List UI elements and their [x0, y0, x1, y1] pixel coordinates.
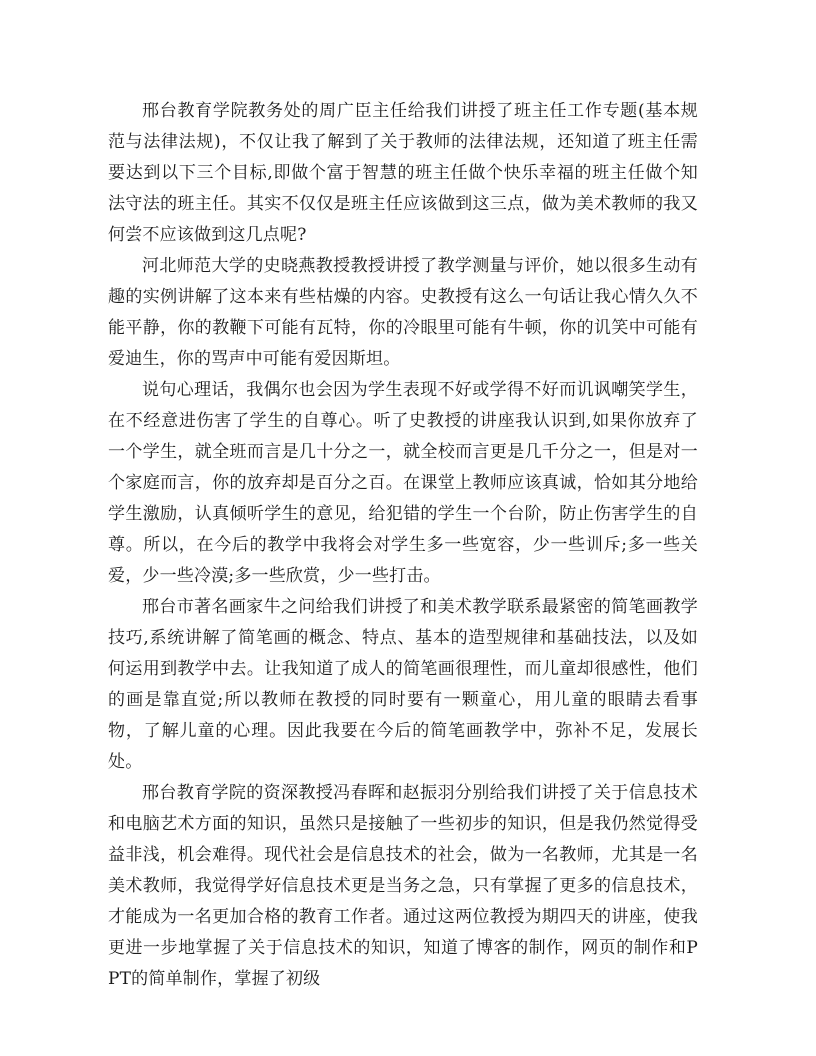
paragraph: 邢台教育学院教务处的周广臣主任给我们讲授了班主任工作专题(基本规范与法律法规)，不仅让我了解到了关于教师的法律法规，还知道了班主任需要达到以下三个目标,即做个富于智慧的班主任做个快乐幸福的班主任做个知法守法的班主任。其实不仅仅是班主任应该做到这三点，做为美术教师的我又何尝不应该做到这几点呢?	[108, 101, 698, 245]
paragraph: 说句心理话，我偶尔也会因为学生表现不好或学得不好而讥讽嘲笑学生，在不经意进伤害了学生的自尊心。听了史教授的讲座我认识到,如果你放弃了一个学生，就全班而言是几十分之一，就全校而言更是几千分之一，但是对一个家庭而言，你的放弃却是百分之百。在课堂上教师应该真诚，恰如其分地给学生激励，认真倾听学生的意见，给犯错的学生一个台阶，防止伤害学生的自尊。所以，在今后的教学中我将会对学生多一些宽容，少一些训斥;多一些关爱，少一些冷漠;多一些欣赏，少一些打击。	[108, 380, 698, 586]
document-body	[108, 96, 698, 995]
paragraph: 邢台教育学院的资深教授冯春晖和赵振羽分别给我们讲授了关于信息技术和电脑艺术方面的知识，虽然只是接触了一些初步的知识，但是我仍然觉得受益非浅，机会难得。现代社会是信息技术的社会，做为一名教师，尤其是一名美术教师，我觉得学好信息技术更是当务之急，只有掌握了更多的信息技术，才能成为一名更加合格的教育工作者。通过这两位教授为期四天的讲座，使我更进一步地掌握了关于信息技术的知识，知道了博客的制作，网页的制作和PPT的简单制作，掌握了初级	[108, 783, 698, 989]
paragraph: 河北师范大学的史晓燕教授教授讲授了教学测量与评价，她以很多生动有趣的实例讲解了这本来有些枯燥的内容。史教授有这么一句话让我心情久久不能平静，你的教鞭下可能有瓦特，你的冷眼里可能有牛顿，你的讥笑中可能有爱迪生，你的骂声中可能有爱因斯坦。	[108, 256, 698, 369]
paragraph: 邢台市著名画家牛之问给我们讲授了和美术教学联系最紧密的简笔画教学技巧,系统讲解了简笔画的概念、特点、基本的造型规律和基础技法，以及如何运用到教学中去。让我知道了成人的简笔画很理性，而儿童却很感性，他们的画是靠直觉;所以教师在教授的同时要有一颗童心，用儿童的眼睛去看事物，了解儿童的心理。因此我要在今后的简笔画教学中，弥补不足，发展长处。	[108, 597, 698, 772]
